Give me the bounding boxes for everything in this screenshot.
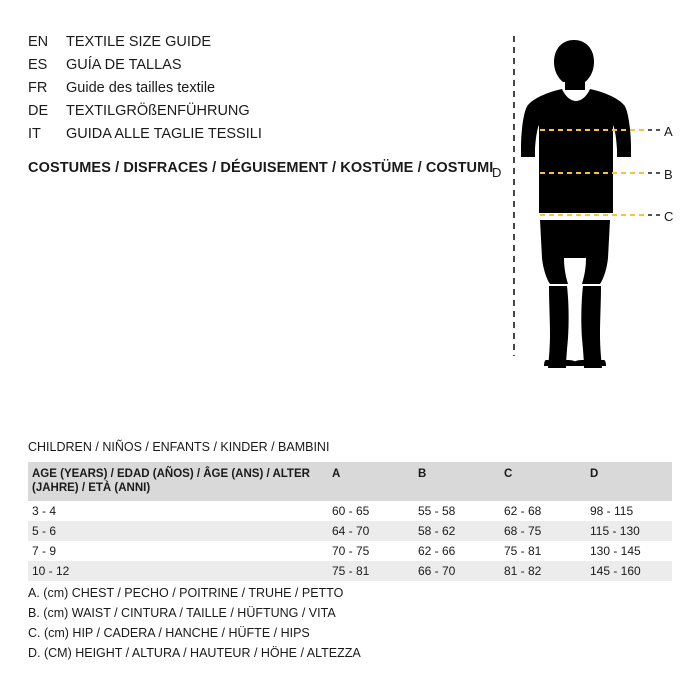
cell-c: 75 - 81 bbox=[500, 541, 586, 561]
table-row bbox=[28, 501, 672, 521]
language-text-fr: Guide des tailles textile bbox=[66, 80, 216, 96]
measurement-legend bbox=[28, 583, 361, 663]
cell-age: 10 - 12 bbox=[28, 561, 328, 581]
cell-c: 81 - 82 bbox=[500, 561, 586, 581]
language-row-en bbox=[28, 34, 468, 57]
legend-item-d: D. (CM) HEIGHT / ALTURA / HAUTEUR / HÖHE / ALTEZZA bbox=[28, 646, 361, 660]
cell-c: 68 - 75 bbox=[500, 521, 586, 541]
cell-age: 5 - 6 bbox=[28, 521, 328, 541]
column-header-age: AGE (YEARS) / EDAD (AÑOS) / ÂGE (ANS) / ALTER (JAHRE) / ETÀ (ANNI) bbox=[28, 462, 328, 501]
column-header-c: C bbox=[500, 462, 586, 501]
language-code-it: IT bbox=[28, 126, 41, 142]
language-row-fr bbox=[28, 80, 468, 103]
marker-label-d: D bbox=[492, 165, 502, 180]
children-group-label: CHILDREN / NIÑOS / ENFANTS / KINDER / BAMBINI bbox=[28, 440, 330, 454]
language-text-es: GUÍA DE TALLAS bbox=[66, 57, 182, 73]
language-code-es: ES bbox=[28, 57, 48, 73]
cell-a: 70 - 75 bbox=[328, 541, 414, 561]
costumes-subtitle: COSTUMES / DISFRACES / DÉGUISEMENT / KOSTÜME / COSTUMI bbox=[28, 160, 494, 176]
table-head bbox=[28, 462, 672, 501]
cell-b: 55 - 58 bbox=[414, 501, 500, 521]
language-code-en: EN bbox=[28, 34, 49, 50]
table-row bbox=[28, 561, 672, 581]
legend-item-a: A. (cm) CHEST / PECHO / POITRINE / TRUHE / PETTO bbox=[28, 586, 344, 600]
cell-d: 98 - 115 bbox=[586, 501, 672, 521]
column-header-d: D bbox=[586, 462, 672, 501]
column-header-a: A bbox=[328, 462, 414, 501]
table-body bbox=[28, 501, 672, 581]
language-code-fr: FR bbox=[28, 80, 48, 96]
cell-b: 58 - 62 bbox=[414, 521, 500, 541]
figure-diagram bbox=[470, 30, 680, 370]
table-row bbox=[28, 521, 672, 541]
legend-item-c: C. (cm) HIP / CADERA / HANCHE / HÜFTE / HIPS bbox=[28, 626, 310, 640]
cell-a: 75 - 81 bbox=[328, 561, 414, 581]
language-text-en: TEXTILE SIZE GUIDE bbox=[66, 34, 212, 50]
cell-age: 7 - 9 bbox=[28, 541, 328, 561]
cell-b: 62 - 66 bbox=[414, 541, 500, 561]
cell-a: 64 - 70 bbox=[328, 521, 414, 541]
cell-d: 115 - 130 bbox=[586, 521, 672, 541]
language-header-block bbox=[28, 34, 468, 149]
cell-d: 130 - 145 bbox=[586, 541, 672, 561]
cell-a: 60 - 65 bbox=[328, 501, 414, 521]
language-text-de: TEXTILGRÖßENFÜHRUNG bbox=[66, 103, 250, 119]
table-header-row bbox=[28, 462, 672, 501]
language-code-de: DE bbox=[28, 103, 49, 119]
cell-c: 62 - 68 bbox=[500, 501, 586, 521]
marker-label-c: C bbox=[664, 209, 674, 224]
marker-label-a: A bbox=[664, 124, 673, 139]
cell-b: 66 - 70 bbox=[414, 561, 500, 581]
legend-item-b: B. (cm) WAIST / CINTURA / TAILLE / HÜFTUNG / VITA bbox=[28, 606, 336, 620]
cell-d: 145 - 160 bbox=[586, 561, 672, 581]
language-row-it bbox=[28, 126, 468, 149]
marker-label-b: B bbox=[664, 167, 673, 182]
cell-age: 3 - 4 bbox=[28, 501, 328, 521]
language-row-es bbox=[28, 57, 468, 80]
table-row bbox=[28, 541, 672, 561]
column-header-b: B bbox=[414, 462, 500, 501]
language-row-de bbox=[28, 103, 468, 126]
child-silhouette bbox=[521, 40, 631, 368]
size-table bbox=[28, 462, 672, 581]
language-text-it: GUIDA ALLE TAGLIE TESSILI bbox=[66, 126, 262, 142]
